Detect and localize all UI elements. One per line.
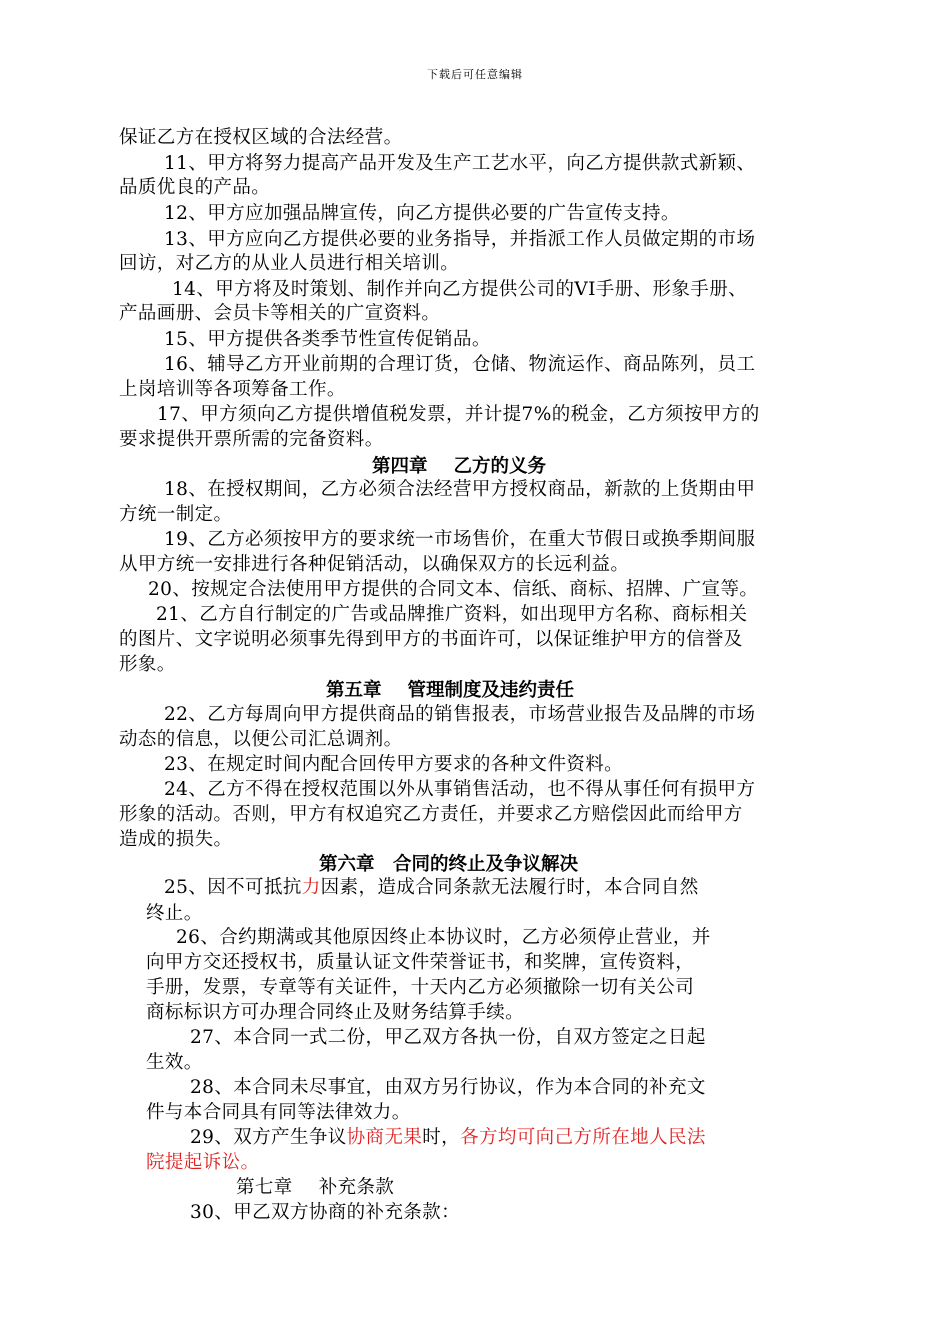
body-line: 品质优良的产品。 [119,177,271,198]
body-line: 14、甲方将及时策划、制作并向乙方提供公司的VI手册、形象手册、 [172,279,748,300]
body-line: 29、双方产生争议协商无果时，各方均可向己方所在地人民法 [190,1127,706,1148]
body-line: 院提起诉讼。 [146,1152,260,1173]
chapter-6-heading: 第六章 合同的终止及争议解决 [319,854,579,875]
body-line: 向甲方交还授权书，质量认证文件荣誉证书，和奖牌，宣传资料， [146,952,695,973]
body-line: 商标标识方可办理合同终止及财务结算手续。 [146,1002,525,1023]
body-line: 19、乙方必须按甲方的要求统一市场售价，在重大节假日或换季期间服 [164,529,756,550]
body-line: 20、按规定合法使用甲方提供的合同文本、信纸、商标、招牌、广宣等。 [148,579,759,600]
body-line: 造成的损失。 [119,829,233,850]
body-line: 24、乙方不得在授权范围以外从事销售活动，也不得从事任何有损甲方 [164,779,756,800]
body-line: 15、甲方提供各类季节性宣传促销品。 [164,329,491,350]
body-line: 27、本合同一式二份，甲乙双方各执一份，自双方签定之日起 [190,1027,706,1048]
body-line: 12、甲方应加强品牌宣传，向乙方提供必要的广告宣传支持。 [164,203,680,224]
body-line: 22、乙方每周向甲方提供商品的销售报表，市场营业报告及品牌的市场 [164,704,756,725]
body-line: 26、合约期满或其他原因终止本协议时，乙方必须停止营业，并 [176,927,711,948]
body-line: 手册，发票，专章等有关证件，十天内乙方必须撤除一切有关公司 [146,977,695,998]
chapter-5-heading: 第五章 管理制度及违约责任 [326,680,575,701]
body-line: 上岗培训等各项筹备工作。 [119,379,346,400]
body-line: 形象。 [119,654,176,675]
body-line: 23、在规定时间内配合回传甲方要求的各种文件资料。 [164,754,624,775]
body-line: 17、甲方须向乙方提供增值税发票，并计提7%的税金，乙方须按甲方的 [157,404,760,425]
body-line: 产品画册、会员卡等相关的广宣资料。 [119,303,441,324]
body-line: 动态的信息，以便公司汇总调剂。 [119,729,403,750]
body-line: 终止。 [146,903,203,924]
body-line: 18、在授权期间，乙方必须合法经营甲方授权商品，新款的上货期由甲 [164,479,756,500]
body-line: 生效。 [146,1052,203,1073]
body-line: 的图片、文字说明必须事先得到甲方的书面许可，以保证维护甲方的信誉及 [119,629,743,650]
body-line: 件与本合同具有同等法律效力。 [146,1102,411,1123]
page-header: 下载后可任意编辑 [427,68,523,81]
chapter-4-heading: 第四章 乙方的义务 [372,456,547,477]
body-line: 21、乙方自行制定的广告或品牌推广资料，如出现甲方名称、商标相关 [156,604,748,625]
body-line: 从甲方统一安排进行各种促销活动，以确保双方的长远利益。 [119,554,630,575]
body-line: 30、甲乙双方协商的补充条款： [190,1202,461,1223]
body-line: 方统一制定。 [119,504,233,525]
body-line: 回访，对乙方的从业人员进行相关培训。 [119,253,460,274]
body-line: 13、甲方应向乙方提供必要的业务指导，并指派工作人员做定期的市场 [164,229,756,250]
body-line: 28、本合同未尽事宜，由双方另行协议，作为本合同的补充文 [190,1077,706,1098]
body-line: 形象的活动。否则，甲方有权追究乙方责任，并要求乙方赔偿因此而给甲方 [119,804,743,825]
body-line: 11、甲方将努力提高产品开发及生产工艺水平，向乙方提供款式新颖、 [164,153,756,174]
body-line: 16、辅导乙方开业前期的合理订货，仓储、物流运作、商品陈列，员工 [164,354,756,375]
body-line: 25、因不可抵抗力因素，造成合同条款无法履行时，本合同自然 [164,877,699,898]
chapter-7-heading: 第七章 补充条款 [236,1177,395,1198]
body-line: 保证乙方在授权区域的合法经营。 [119,127,403,148]
body-line: 要求提供开票所需的完备资料。 [119,429,384,450]
